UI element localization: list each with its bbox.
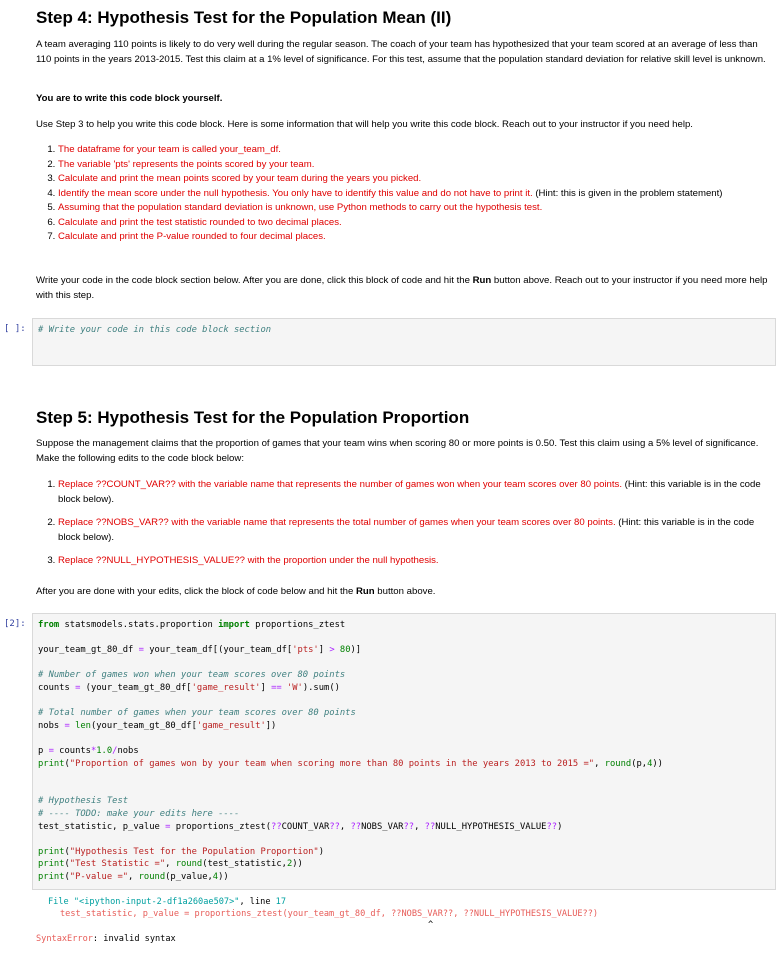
code-cell-step4[interactable]: [32, 318, 776, 366]
step4-bold-note-wrap: [36, 92, 772, 107]
list-item: 6. Calculate and print the test statistic rounded to two decimal places.: [58, 216, 772, 231]
cell-prompt-empty: [ ]:: [4, 324, 26, 334]
step4-help-text: Use Step 3 to help you write this code block. Here is some information that will help you write this code block. Reach out to your instructor if you need help.: [36, 119, 693, 130]
code-cell-step5[interactable]: [32, 613, 776, 890]
cell-prompt-2: [2]:: [4, 619, 26, 629]
error-file-line: File "<ipython-input-2-df1a260ae507>", line 17: [48, 897, 287, 907]
step5-list: [36, 478, 772, 569]
error-caret: ^: [428, 920, 434, 930]
step5-intro-wrap: [36, 437, 772, 466]
step4-list: [36, 143, 772, 245]
step4-outro-wrap: [36, 274, 772, 303]
list-item: 3. Calculate and print the mean points scored by your team during the years you picked.: [58, 172, 772, 187]
list-item: 5. Assuming that the population standard deviation is unknown, use Python methods to carry out the hypothesis test.: [58, 201, 772, 216]
step4-intro: [36, 38, 772, 67]
step4-title: Step 4: Hypothesis Test for the Population Mean (II): [36, 8, 452, 27]
list-item: 3. Replace ??NULL_HYPOTHESIS_VALUE?? with the proportion under the null hypothesis.: [58, 554, 772, 569]
list-item: 1. Replace ??COUNT_VAR?? with the variable name that represents the number of games won when your team scores over 80 points. (Hint: this variable is in the code block below).: [58, 478, 772, 507]
step5-list-wrap: [36, 478, 772, 569]
step5-outro-wrap: [36, 585, 772, 600]
code-editor[interactable]: from statsmodels.stats.proportion import proportions_ztest your_team_gt_80_df = your_team_df[(your_team_df['pts'] > 80)] # Number of games won when your team scores over 80 points counts = (your_team_gt_80_df['game_result'] == 'W').sum() # Total number of games when your team scores over 80 points nobs = len(your_team_gt_80_df['game_result']) p = counts*1.0/nobs print("Proportion of games won by your team when scoring more than 80 points in the years 2013 to 2015 =", round(p,4)) # Hypothesis Test # ---- TODO: make your edits here ---- test_statistic, p_value = proportions_ztest(??COUNT_VAR??, ??NOBS_VAR??, ??NULL_HYPOTHESIS_VALUE??) print("Hypothesis Test for the Population Proportion") print("Test Statistic =", round(test_statistic,2)) print("P-value =", round(p_value,4)): [38, 620, 663, 882]
step4-outro: Write your code in the code block section below. After you are done, click this block of code and hit the Run button above. Reach out to your instructor if you need more help with this step.: [36, 275, 768, 301]
list-item: 2. Replace ??NOBS_VAR?? with the variable name that represents the total number of games when your team scores over 80 points. (Hint: this variable is in the code block below).: [58, 516, 772, 545]
list-item: 4. Identify the mean score under the null hypothesis. You only have to identify this value and do not have to print it. (Hint: this is given in the problem statement): [58, 187, 772, 202]
list-item: 1. The dataframe for your team is called your_team_df.: [58, 143, 772, 158]
list-item: 2. The variable 'pts' represents the points scored by your team.: [58, 158, 772, 173]
error-message: SyntaxError: invalid syntax: [36, 934, 176, 944]
step5-title: Step 5: Hypothesis Test for the Population Proportion: [36, 408, 470, 427]
step5-outro: After you are done with your edits, click the block of code below and hit the Run button above.: [36, 586, 436, 597]
step4-list-wrap: [36, 143, 772, 245]
step4-intro-text: A team averaging 110 points is likely to do very well during the regular season. The coach of your team has hypothesized that your team scored at an average of less than 110 points in the years 2013-2015. Test this claim at a 1% level of significance. For this test, assume that the population standard deviation for relative skill level is unknown.: [36, 39, 766, 65]
error-code-line: test_statistic, p_value = proportions_ztest(your_team_gt_80_df, ??NOBS_VAR??, ??NULL_HYPOTHESIS_VALUE??): [60, 909, 599, 919]
list-item: 7. Calculate and print the P-value rounded to four decimal places.: [58, 230, 772, 245]
step5-intro: Suppose the management claims that the proportion of games that your team wins when scoring 80 or more points is 0.50. Test this claim using a 5% level of significance. Make the following edits to the code block below:: [36, 438, 759, 464]
step4-help-wrap: [36, 118, 772, 133]
step4-bold-note: You are to write this code block yourself.: [36, 93, 223, 104]
code-editor[interactable]: # Write your code in this code block section: [38, 325, 272, 335]
